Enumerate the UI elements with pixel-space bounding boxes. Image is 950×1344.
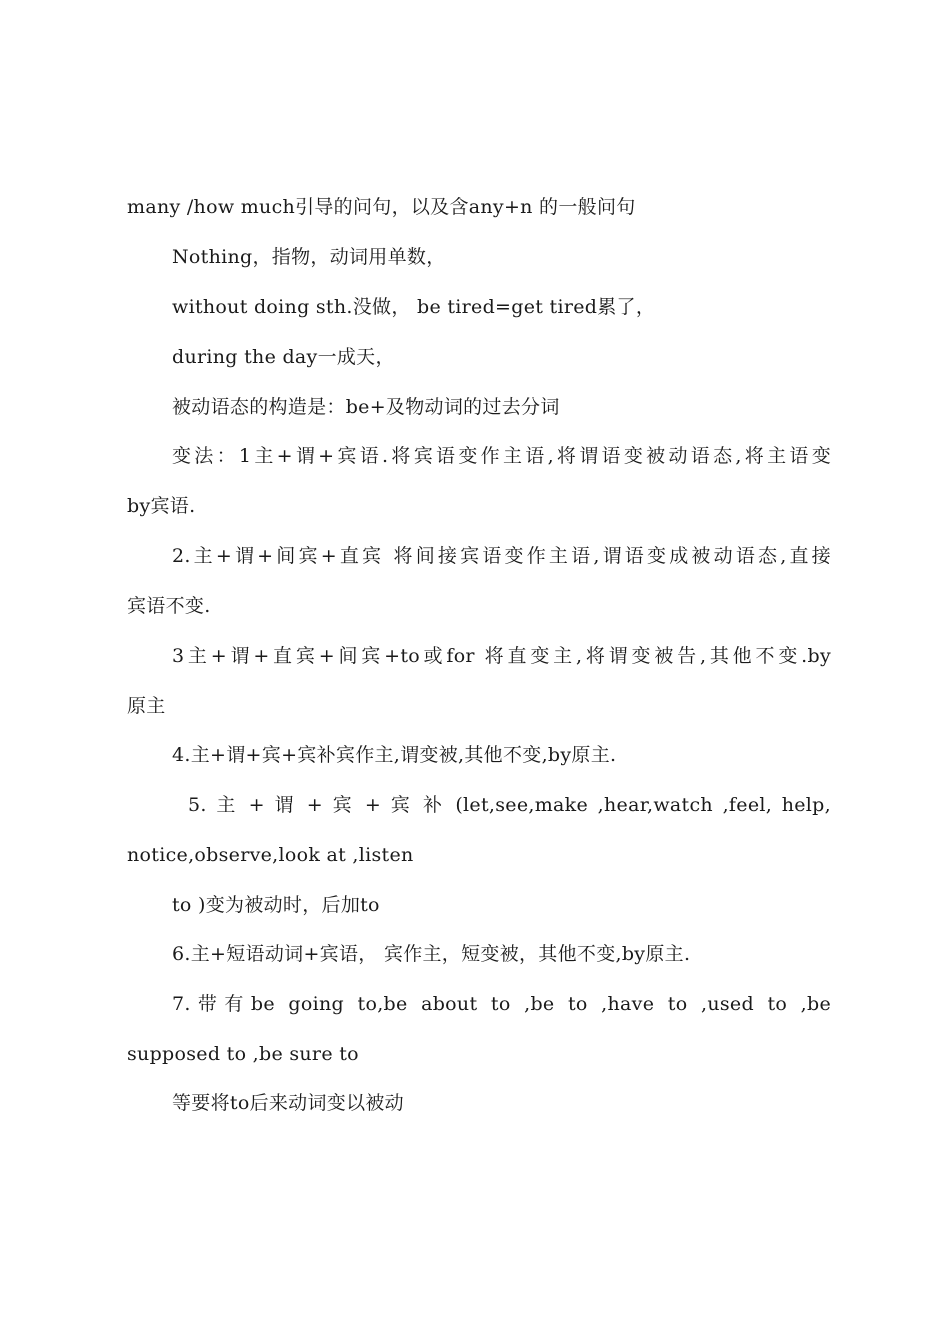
text-line-11: 原主 (127, 695, 166, 717)
text-line-1: many /how much引导的问句，以及含any+n 的一般问句 (127, 196, 636, 218)
text-line-9: 宾语不变. (127, 595, 211, 617)
text-line-2: Nothing，指物，动词用单数， (172, 246, 446, 268)
text-line-12: 4.主+谓+宾+宾补宾作主,谓变被,其他不变,by原主. (172, 744, 617, 766)
text-line-10: 3主+谓+直宾+间宾+to或for 将直变主,将谓变被告,其他不变.by (172, 645, 831, 667)
text-line-7: by宾语. (127, 495, 196, 517)
text-line-16: 6.主+短语动词+宾语， 宾作主，短变被，其他不变,by原主. (172, 943, 691, 965)
text-line-13: 5. 主 + 谓 + 宾 + 宾 补 (let,see,make ,hear,watch ,feel, help, (188, 794, 831, 816)
text-line-15: to )变为被动时，后加to (172, 894, 380, 916)
text-line-8: 2.主+谓+间宾+直宾 将间接宾语变作主语,谓语变成被动语态,直接 (172, 545, 831, 567)
text-line-19: 等要将to后来动词变以被动 (172, 1092, 404, 1114)
text-line-14: notice,observe,look at ,listen (127, 844, 414, 866)
text-line-4: during the day一成天， (172, 346, 395, 368)
text-line-17: 7.带有be going to,be about to ,be to ,have to ,used to ,be (172, 993, 831, 1015)
text-line-3: without doing sth.没做， be tired=get tired累了， (172, 296, 656, 318)
text-line-6: 变法：1主+谓+宾语.将宾语变作主语,将谓语变被动语态,将主语变 (172, 445, 831, 467)
text-line-5: 被动语态的构造是：be+及物动词的过去分词 (172, 396, 560, 418)
text-line-18: supposed to ,be sure to (127, 1043, 359, 1065)
